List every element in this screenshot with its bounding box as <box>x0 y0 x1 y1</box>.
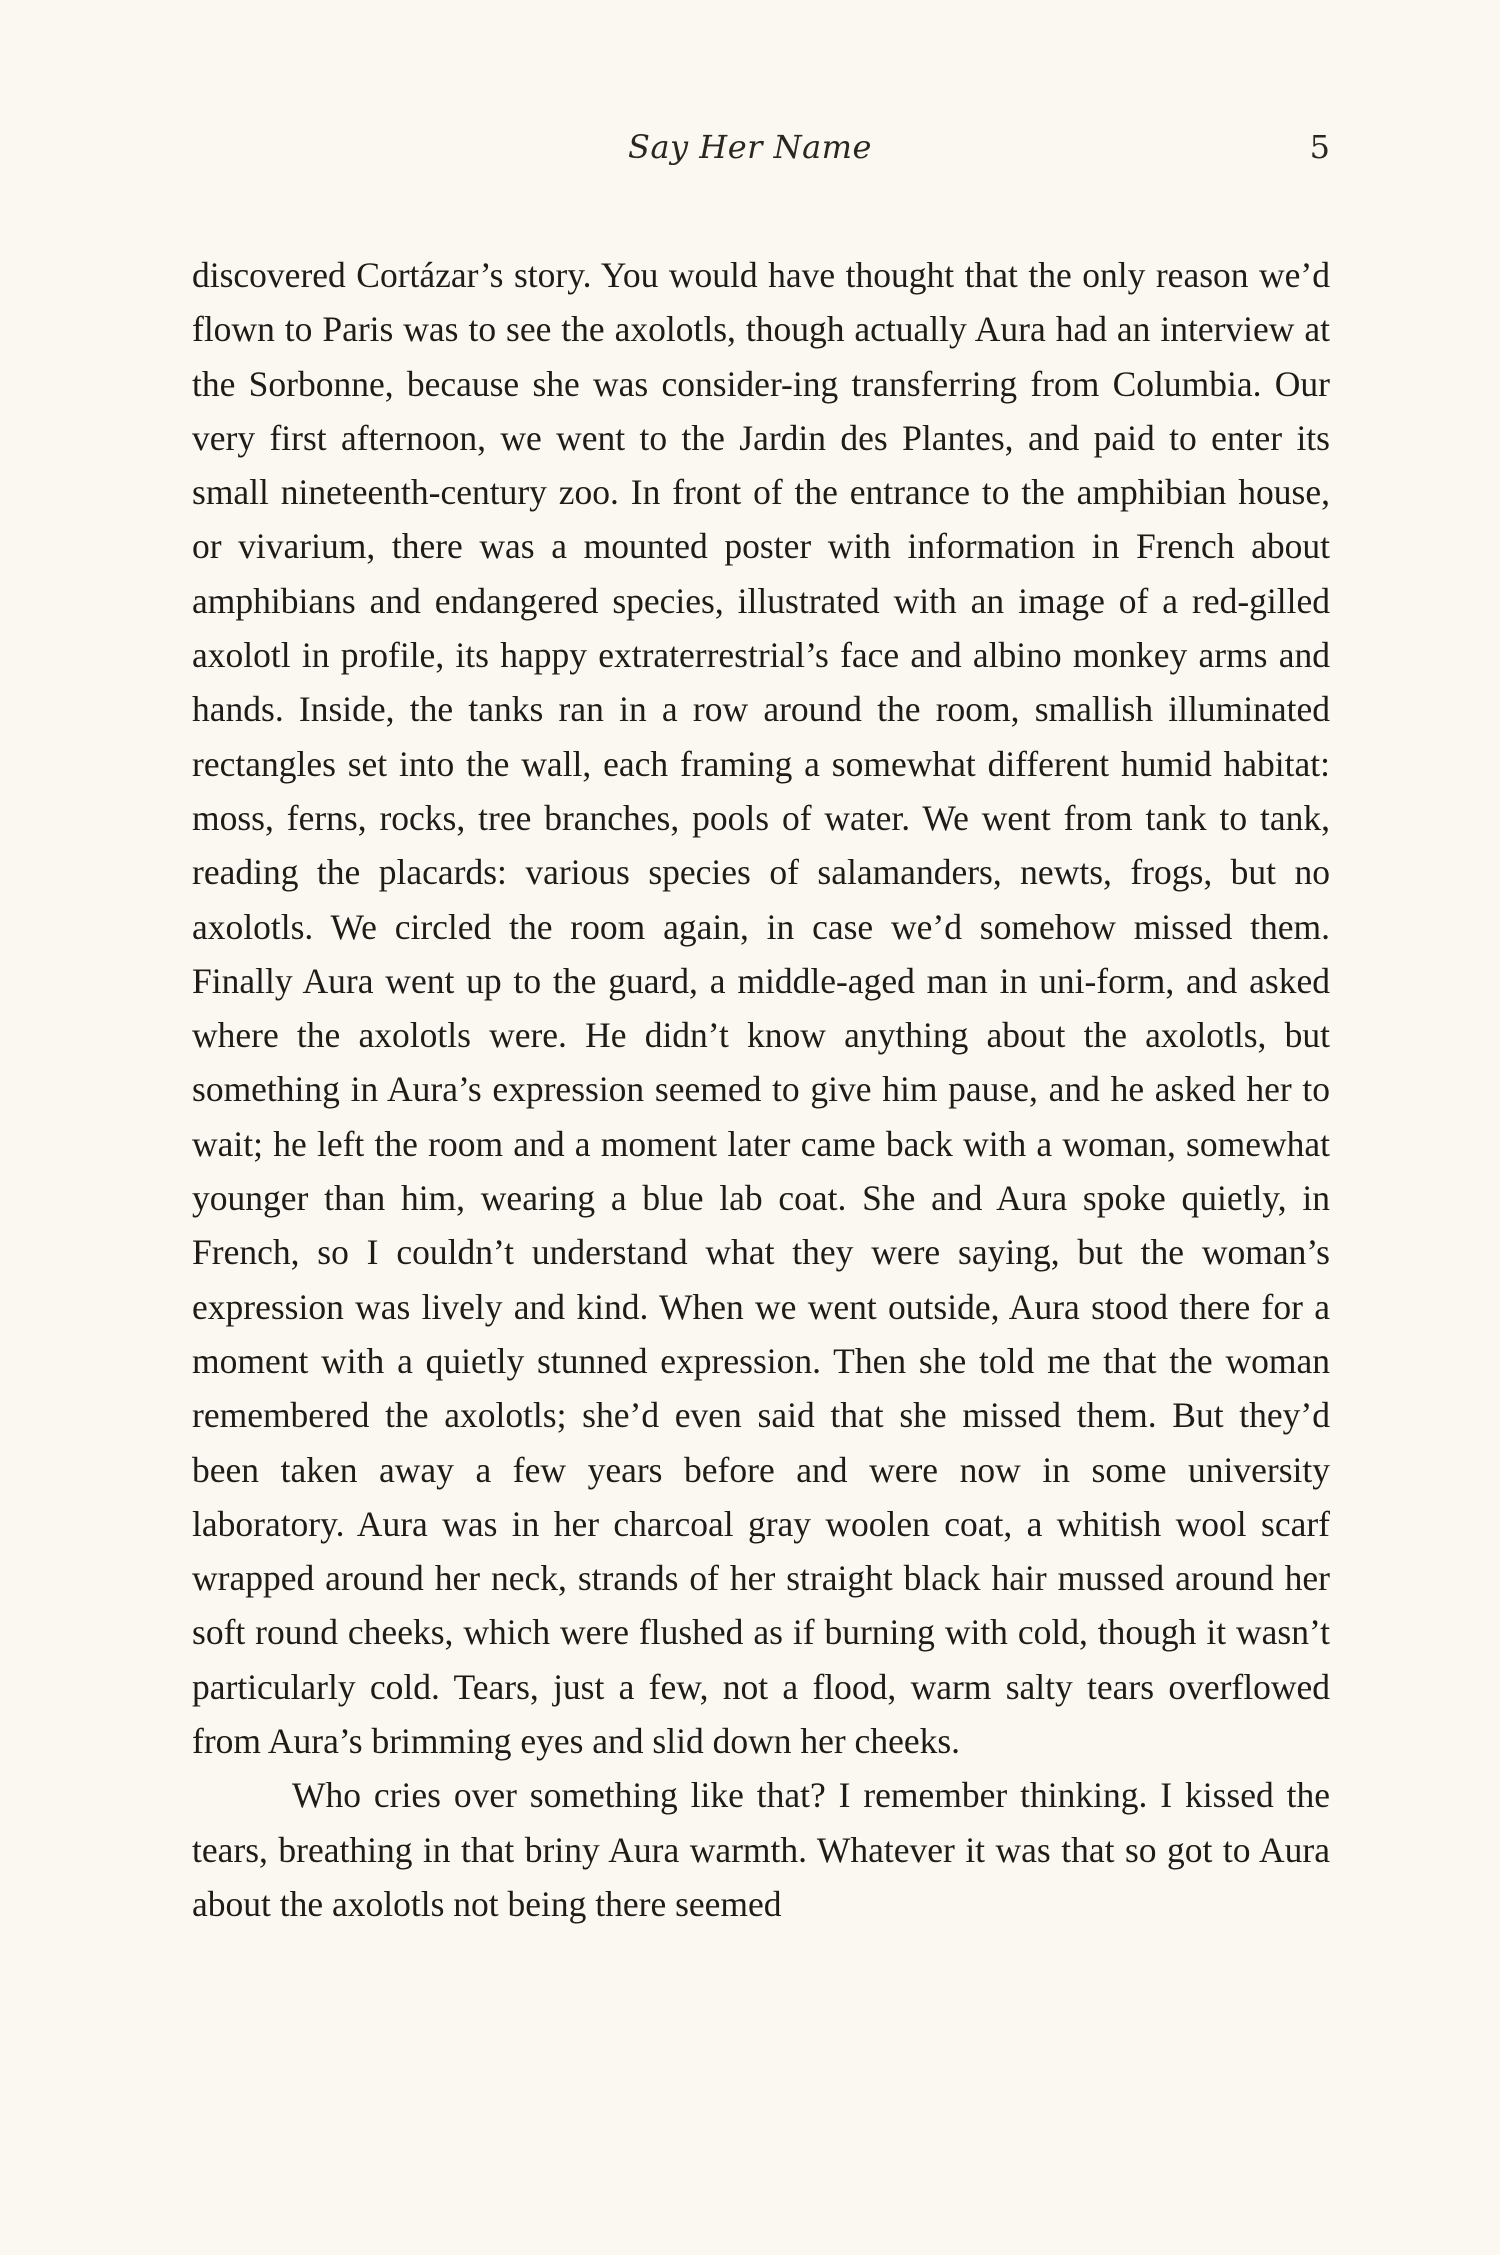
page-number: 5 <box>1309 128 1330 166</box>
running-header <box>0 128 1500 188</box>
paragraph-1: discovered Cortázar’s story. You would have thought that the only reason we’d flown to Paris was to see the axolotls, though actually Aura had an interview at the Sorbonne, because she was consider-ing transferring from Columbia. Our very first afternoon, we went to the Jardin des Plantes, and paid to enter its small nineteenth-century zoo. In front of the entrance to the amphibian house, or vivarium, there was a mounted poster with information in French about amphibians and endangered species, illustrated with an image of a red-gilled axolotl in profile, its happy extraterrestrial’s face and albino monkey arms and hands. Inside, the tanks ran in a row around the room, smallish illuminated rectangles set into the wall, each framing a somewhat different humid habitat: moss, ferns, rocks, tree branches, pools of water. We went from tank to tank, reading the placards: various species of salamanders, newts, frogs, but no axolotls. We circled the room again, in case we’d somehow missed them. Finally Aura went up to the guard, a middle-aged man in uni-form, and asked where the axolotls were. He didn’t know anything about the axolotls, but something in Aura’s expression seemed to give him pause, and he asked her to wait; he left the room and a moment later came back with a woman, somewhat younger than him, wearing a blue lab coat. She and Aura spoke quietly, in French, so I couldn’t understand what they were saying, but the woman’s expression was lively and kind. When we went outside, Aura stood there for a moment with a quietly stunned expression. Then she told me that the woman remembered the axolotls; she’d even said that she missed them. But they’d been taken away a few years before and were now in some university laboratory. Aura was in her charcoal gray woolen coat, a whitish wool scarf wrapped around her neck, strands of her straight black hair mussed around her soft round cheeks, which were flushed as if burning with cold, though it wasn’t particularly cold. Tears, just a few, not a flood, warm salty tears overflowed from Aura’s brimming eyes and slid down her cheeks. <box>192 255 1330 1762</box>
running-title: Say Her Name <box>628 128 872 166</box>
paragraph-2: Who cries over something like that? I remember thinking. I kissed the tears, breathing in that briny Aura warmth. Whatever it was that so got to Aura about the axolotls not being there seemed <box>192 1775 1330 1924</box>
body-text <box>192 248 1330 1931</box>
